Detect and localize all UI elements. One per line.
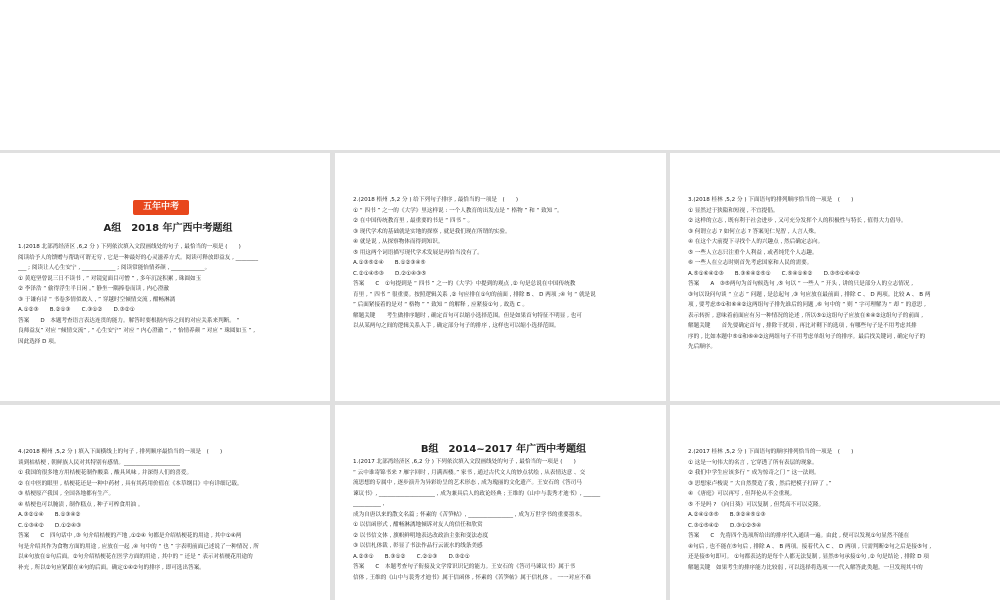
text-line: A.③②①④ B.①③④②	[18, 512, 81, 518]
text-line: 解题关键 首先要确定首句 , 排除干扰项 , 再比对剩下的选项 , 有哪些句子是不用考虑其排	[688, 323, 917, 329]
text-line: 以④句放在①句后面。②句介绍桔梗花在医学方面的用途 , 其中的 “ 还是 ” 表示对桔梗花用途的	[18, 554, 253, 560]
text-line: ② 这样的立志 , 既有利于社会进步 , 又可充分发挥个人的积极性与特长 , 值得大力倡导。	[688, 218, 907, 224]
text-line: ② 我们中学生应该多行 “ 成为惊奇之门 ” 这一法则。	[688, 470, 820, 476]
text-line: ① 黄庭坚曾说三日不读书 , “ 对镜觉面目可憎 ” , 多年沉淀积累 , 珠圆如玉	[18, 275, 202, 282]
text-line: ④ 就是说 , 从探察物体而得到知识。	[353, 239, 444, 245]
text-line: ___ ; 阅读让人心生安宁 , ____________ ; 阅读常能怡情养颜 , ____________。	[18, 265, 211, 271]
text-line: ④ 在这个大前提下寻找个人的兴趣点 , 然后确定志向。	[688, 239, 824, 245]
text-line: A.⑤①⑥④②③ B.③⑥④②⑤① C.⑤④①⑥② D.③⑤①⑥④②	[688, 270, 860, 277]
text-line: 因此选择 D 项。	[18, 338, 60, 345]
text-line: 阅读给予人的馈赠与帮助可谓无穷 , 它是一种最好的心灵滋养方式。阅读可释放即益友 , ________	[18, 254, 259, 261]
five-year-exam-banner: 五年中考	[133, 200, 189, 215]
text-line: ④ 桔梗也可以腌渍 , 制作糕点 , 种子可榨食用油 。	[18, 501, 144, 508]
text-line: 解题关键 考生做排序题时 , 确定首句可以缩小选择范围。但是如果首句特征不明显 , 也可	[353, 312, 582, 319]
text-line: A.①③⑤②④ B.①②③④⑤	[353, 260, 426, 266]
page-1	[0, 153, 330, 401]
section-b-title: B组 2014~2017 年广西中考题组	[420, 444, 587, 455]
text-line: 答案 A ③⑤两句为首句候选句 ,⑤ 句以 “ 一些人 ” 开头 , 讲的只是部分人的立志情况 ,	[688, 281, 914, 287]
text-line: ” 后面紧接着的是对 “ 格物 ” “ 致知 ” 的解释 , 应紧接①句 , 故选 C 。	[353, 302, 528, 308]
text-line: ① 以信函形式 , 酣畅淋漓地倾诉对友人的信任和欣赏	[353, 522, 483, 528]
text-line: 1.(2018 北部湾经济区 ,6,2 分 ) 下列依次填入文段画线处的句子 , 最恰当的一项是 ( )	[18, 244, 241, 250]
text-line: ④ 《唐庭》可以再写 , 但拜伦从不会重现。	[688, 491, 796, 497]
text-line: 答案 C 本题考查句子衔接及文学常识识记的能力。王安石的《答司马谏议书》属于书	[353, 564, 576, 570]
text-line: 序的 , 比如本题中⑤①和⑥④②这两组句子不用考虑单组句子的排序。最后找关键词 , 确定句子的	[688, 333, 926, 340]
text-line: ① 我国的很多地方用桔梗花制作酸菜 , 酸具风味 , 并深得人们的喜爱。	[18, 470, 193, 476]
text-line: ③ 桔梗原产我国 , 全国各地都有生产。	[18, 491, 115, 497]
text-line: ② 在中国传统教育里 , 最重要的书是 “ 四书 ” 。	[353, 218, 474, 224]
page-1-content	[18, 222, 318, 347]
text-line: A.②④①③⑤ B.③②④⑤①③	[688, 512, 766, 518]
text-line: 还是接⑤句即可。 ①句都表达的是每个人都无法复制 , 显然⑤句承接①句 ,② 句是结论 , 排除 D 项	[688, 554, 929, 560]
text-line: 3.(2018 桂林 ,5,2 分 ) 下面语句的排列顺序恰当的一项是 ( )	[688, 197, 854, 203]
text-line: 信体 , 王维的《山中与裴秀才迪书》属于信函体 , 怀素的《苦笋帖》属于信札体 。 一一对应不难	[353, 574, 591, 581]
text-line: 2.(2018 梧州 ,5,2 分 ) 给下列句子排序 , 最恰当的一项是 ( )	[353, 197, 519, 203]
text-line: “ 云中谁寄锦书来 ? 雁字回时 , 月满西楼。” 家书 , 通过古代文人的妙点状绘 , 从表情达意 、交	[353, 469, 586, 476]
text-line: ④句后 , 也不能在⑤句后 , 排除 A 、 B 两项。接着代入 C 、 D 两项 , 只需判断②句之后是接⑤句 ,	[688, 543, 932, 550]
text-line: 谏议书》, ____________________ , 成为兼具后人的政论经典 ; 王维的《山中与裴秀才迪书》, ______	[353, 490, 601, 497]
text-line: 谈到枯桔梗 , 朝鲜族人民对其特别有感情。____________________	[18, 459, 180, 466]
text-line: ② 在中医的眼里 , 桔梗花还是一种中药材 , 具有其药用价值在《本草纲目》中有详细记载。	[18, 480, 243, 487]
text-line: 流思想的专属中 , 逐步演升为异彩纷呈的艺术形态 , 成为瑰丽的文化遗产。王安石的《答司马	[353, 480, 582, 486]
text-line: ② 以书信文体 , 旗帜鲜明地表达改政治主张和变法态度	[353, 532, 489, 539]
text-line: 育里 , “ 四书 ” 很重要。按照逻辑关系 ,② 句应排在①句的前面 , 排除 B 、 D 两项 ;④ 句 “ 就是说	[353, 291, 596, 298]
text-line: A.①②③ B.②①③ C.③①② D.③②①	[18, 307, 135, 313]
text-line: 项 , 要考虑⑤①和⑥④②这两组句子排先谁后的问题 ,⑥ 句中的 “ 则 ” 字可理解为 “ 却 ” 的意思 ,	[688, 302, 926, 308]
text-line: ⑤ 用这两个词语描写现代学术发展是再恰当没有了。	[353, 249, 483, 256]
text-line: ③ 于谦有诗 “ 书卷多情似故人 , ” 穿越时空倾情交流 , 酣畅淋漓	[18, 296, 176, 303]
text-line: ⑥ 一些人在立志时则首先考虑国家和人民的需要。	[688, 260, 813, 266]
text-line: ③ 思想家卢梭说 “ 大自然赞造了我 , 然后把模子打碎了 。”	[688, 480, 832, 487]
top-blank-area	[0, 0, 1000, 150]
text-line: 1.(2017 北部湾经济区 ,6,2 分 ) 下列依次填入文段画线处的句子 , 最恰当的一项是 ( )	[353, 459, 576, 465]
text-line: 解题关键 如果考生的排序能力比较弱 , 可以选择将选项一一代入解答此类题。一旦发现其中的	[688, 564, 923, 571]
text-line: ⑤ 一些人立志只注重个人利益 , 或者纯凭个人志趣。	[688, 249, 818, 256]
page-2-content	[353, 195, 654, 332]
page-3	[670, 153, 1000, 401]
page-5-content	[353, 443, 654, 583]
text-line: ③ 何谓立志 ? 如何立志 ? 答案见仁见智 , 人言人殊。	[688, 228, 820, 235]
text-line: 答案 C 先将四个选项所给出的排序代入通读一遍。由此 , 便可以发现①句显然不能在	[688, 533, 910, 539]
text-line: C.②①④⑤③ D.②①④③⑤	[353, 270, 427, 277]
text-line: 补充 , 所以②句应紧跟在④句的后面。确定①④②句的排序 , 即可选出答案。	[18, 564, 205, 571]
text-line: 句是介绍其作为食物方面的用途 , 应放在一起 ,④ 句中的 “ 也 ” 字表明前面已述说了一种情况 , 所	[18, 543, 259, 550]
text-line: A.②③① B.③①② C.②①③ D.③②①	[353, 553, 470, 560]
text-line: ③句以设问句谈 “ 立志 ” 问题 , 是总起句 ,③ 句应放在最前面 , 排除 C 、 D 两项。比较 A 、 B 两	[688, 291, 931, 298]
text-line: 4.(2018 柳州 ,5,2 分 ) 填入下面横线上的句子 , 排列顺序最恰当的一项是 ( )	[18, 449, 223, 455]
text-line: C.③①⑤④② D.③①②⑤④	[688, 522, 762, 529]
page-4-content	[18, 447, 318, 573]
text-line: 成为自唐以来的散文名篇 ; 怀素的《苦笋帖》, ________________ , 成为万世学书的重要墨本。	[353, 511, 586, 518]
text-line: ③ 现代学术的基础就是实地的探察 , 就是我们现在所谓的实验。	[353, 228, 511, 235]
page-6	[670, 405, 1000, 600]
text-line: ① 这是一句伟大的名言 , 它穿透了所有表层的现象。	[688, 459, 818, 466]
text-line: 答案 D 本题考查语言表达连贯的能力。解答时要根据内容之间的对应关系来判断。 “	[18, 317, 240, 324]
text-line: 答案 C ①句提到是 “ 四书 ” 之一的《大学》中提到的观点 ,② 句是总说在中国传统教	[353, 281, 576, 287]
text-line: ③ 以信札体裁 , 彰显了书法作品行云流水的线条美感	[353, 543, 483, 549]
text-line: ① 显然过于狭隘和短视 , 不宜提倡。	[688, 207, 779, 214]
text-line: 答案 C 四句话中 ,③ 句介绍桔梗的产地 ,①②④ 句都是介绍桔梗花的用途 , 其中①④两	[18, 533, 242, 539]
page-5	[335, 405, 666, 600]
text-line: ② 李泽浩 “ 偷得浮生半日闲 。” 静坐一隅捧卷而读 , 内心澄澈	[18, 286, 169, 292]
text-line: 先后顺序。	[688, 344, 716, 350]
text-line: ⑤ 不是吗 ? 《向日葵》可以复制 , 但梵高不可以克隆。	[688, 501, 825, 508]
page-2	[335, 153, 666, 401]
text-line: 表示转折 , 意味着前面应有另一种情况的论述 , 所以⑤①这组句子应放在⑥④②这组句子的前面 ,	[688, 312, 924, 319]
text-line: C.①③④② D.①②④③	[18, 522, 82, 529]
text-line: 2.(2017 桂林 ,5,2 分 ) 下面语句的顺序排列恰当的一项是 ( )	[688, 449, 854, 455]
text-line: 良师益友” 对应 “倾情交流” , “ 心生安宁” 对应 “ 内心澄澈 ” , “ 怡情养颜 ” 对应 “ 珠圆如玉 ” ,	[18, 328, 256, 334]
text-line: ① “ 四书 ” 之一的《大学》里这样说 : 一个人教育的出发点是 “ 格物 ” 和 “ 致知 ”。	[353, 207, 563, 214]
text-line: __________ ,	[353, 501, 385, 507]
page-3-content	[688, 195, 988, 353]
text-line: 以从某两句之间的逻辑关系入手 , 确定部分句子的排序 , 这样也可以缩小选择范围。	[353, 323, 560, 329]
page-4	[0, 405, 330, 600]
page-6-content	[688, 447, 988, 573]
section-a-title: A组 2018 年广西中考题组	[103, 223, 233, 234]
